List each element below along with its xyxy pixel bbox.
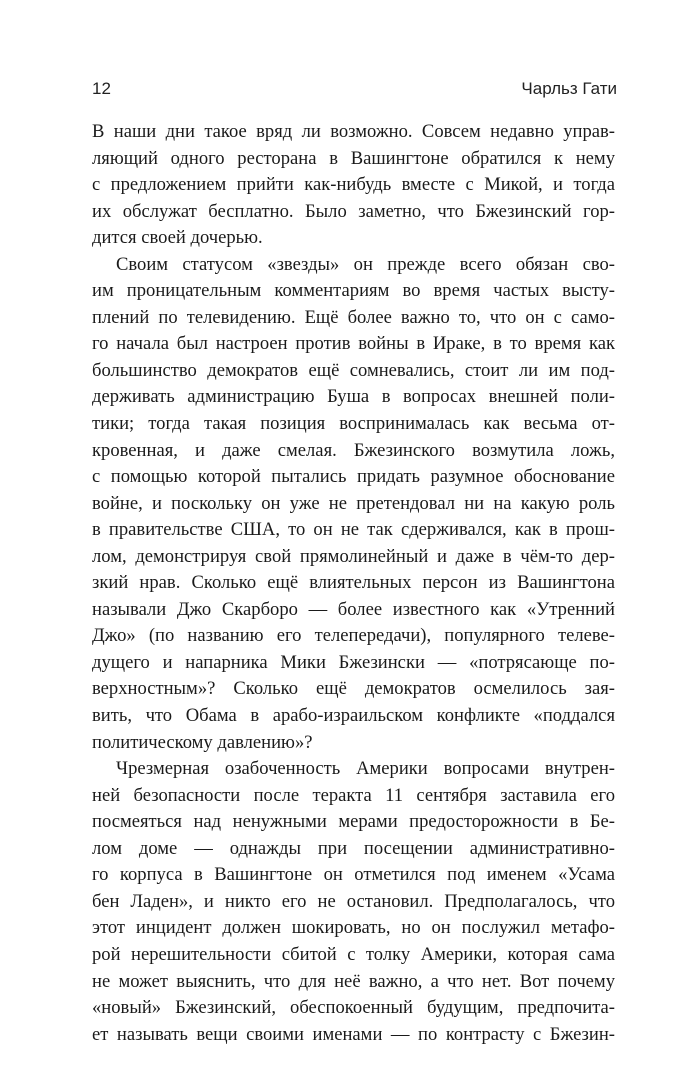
text-line: ней безопасности после теракта 11 сентября заставила его (92, 784, 615, 806)
text-line: ляющий одного ресторана в Вашингтоне обратился к нему (92, 147, 615, 169)
text-line: их обслужат бесплатно. Было заметно, что Бжезинский гор- (92, 200, 615, 222)
text-line: «новый» Бжезинский, обеспокоенный будущим, предпочита- (92, 997, 615, 1019)
text-line: тики; тогда такая позиция воспринималась как весьма от- (92, 413, 615, 435)
running-head-author: Чарльз Гати (521, 79, 617, 98)
text-line: го корпуса в Вашингтоне он отметился под именем «Усама (92, 864, 615, 886)
text-line: го начала был настроен против войны в Ираке, в то время как (92, 333, 615, 355)
text-line: бен Ладен», и никто его не остановил. Предполагалось, что (92, 890, 615, 912)
paragraph-first-line: Своим статусом «звезды» он прежде всего обязан сво- (116, 253, 615, 275)
text-line: лом доме — однажды при посещении административно- (92, 837, 615, 859)
text-line: войне, и поскольку он уже не претендовал ни на какую роль (92, 492, 615, 514)
text-line: этот инцидент должен шокировать, но он послужил метафо- (92, 917, 615, 939)
text-line: дущего и напарника Мики Бжезински — «потрясающе по- (92, 651, 615, 673)
paragraph-first-line: Чрезмерная озабоченность Америки вопросами внутрен- (116, 758, 615, 780)
text-line: рой нерешительности сбитой с толку Америки, которая сама (92, 943, 615, 965)
text-line: политическому давлению»? (92, 731, 313, 753)
text-line: с помощью которой пытались придать разумное обоснование (92, 466, 615, 488)
text-line: плений по телевидению. Ещё более важно то, что он с само- (92, 306, 615, 328)
text-line: вить, что Обама в арабо-израильском конфликте «поддался (92, 705, 615, 727)
text-line: Джо» (по названию его телепередачи), популярного телеве- (92, 625, 615, 647)
text-line: называли Джо Скарборо — более известного как «Утренний (92, 598, 615, 620)
text-line: с предложением прийти как-нибудь вместе с Микой, и тогда (92, 174, 615, 196)
text-line: не может выяснить, что для неё важно, а что нет. Вот почему (92, 970, 615, 992)
text-line: зкий нрав. Сколько ещё влиятельных персон из Вашингтона (92, 572, 615, 594)
text-line: В наши дни такое вряд ли возможно. Совсем недавно управ- (92, 121, 615, 142)
text-line: большинство демократов ещё сомневались, стоит ли им под- (92, 359, 615, 381)
text-line: верхностным»? Сколько ещё демократов осмелилось зая- (92, 678, 615, 700)
text-line: кровенная, и даже смелая. Бжезинского возмутила ложь, (92, 439, 615, 461)
text-line: в правительстве США, то он не так сдерживался, как в прош- (92, 519, 615, 541)
text-line: им проницательным комментариям во время частых высту- (92, 280, 615, 302)
text-line: посмеяться над ненужными мерами предосторожности в Бе- (92, 811, 615, 833)
text-line: лом, демонстрируя свой прямолинейный и даже в чём-то дер- (92, 545, 615, 567)
page-number: 12 (92, 79, 111, 98)
text-line: дится своей дочерью. (92, 227, 263, 249)
text-line: держивать администрацию Буша в вопросах внешней поли- (92, 386, 615, 408)
text-line: ет называть вещи своими именами — по контрасту с Бжезин- (92, 1023, 615, 1045)
body-text (92, 119, 615, 1048)
page-header (92, 79, 617, 103)
